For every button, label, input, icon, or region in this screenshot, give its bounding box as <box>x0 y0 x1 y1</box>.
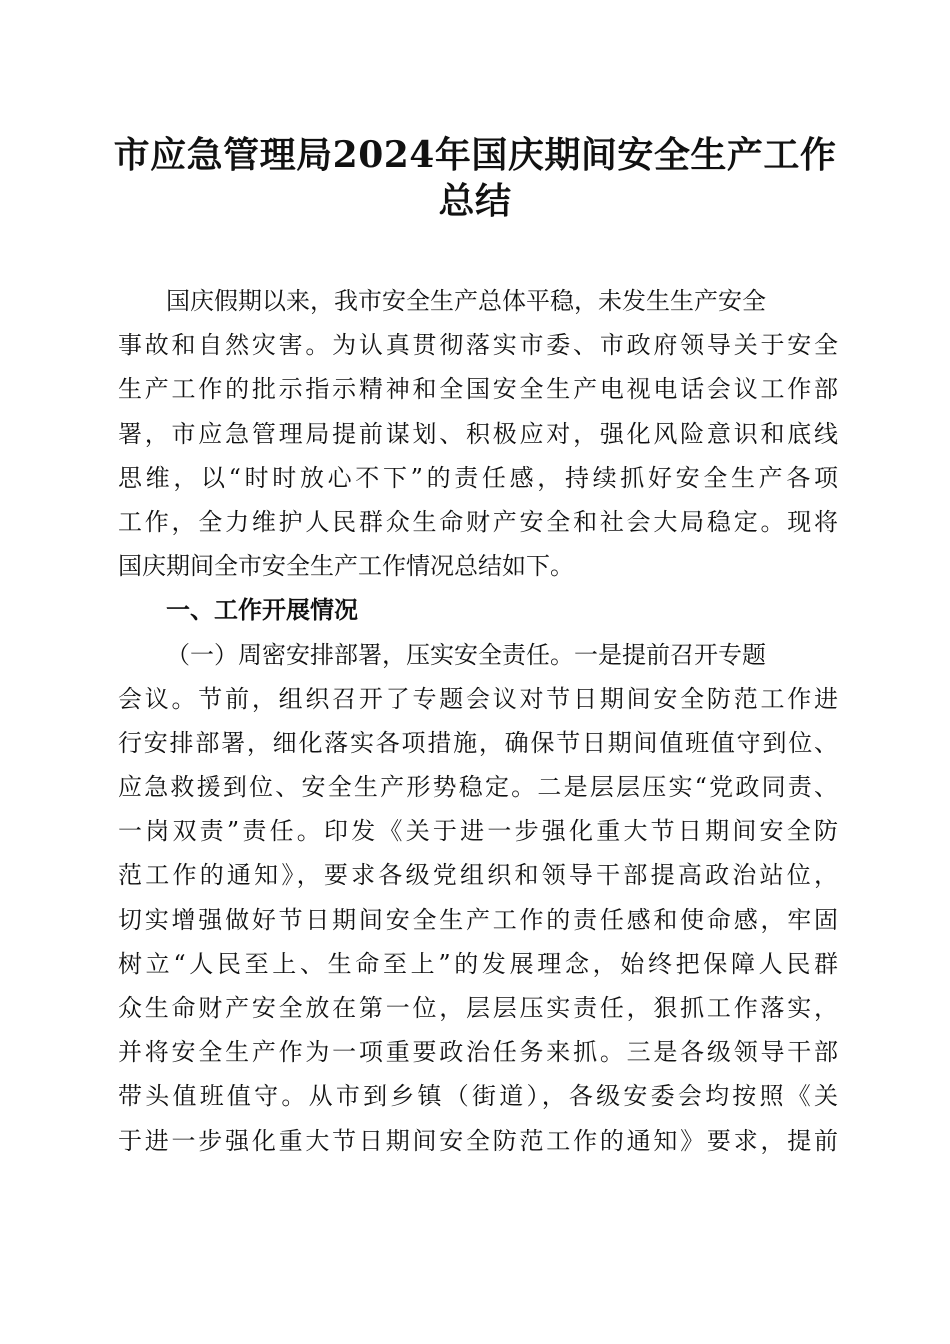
title-line-2: 总结 <box>438 180 512 222</box>
title-line-1: 市应急管理局2024年国庆期间安全生产工作 <box>113 134 837 176</box>
paragraph-line: 思维，以“时时放心不下”的责任感，持续抓好安全生产各项 <box>118 463 838 492</box>
paragraph-line: 工作，全力维护人民群众生命财产安全和社会大局稳定。现将 <box>118 507 838 536</box>
document-body <box>118 279 838 1163</box>
paragraph-line: 带头值班值守。从市到乡镇（街道），各级安委会均按照《关 <box>118 1082 838 1111</box>
paragraph-line: 行安排部署，细化落实各项措施，确保节日期间值班值守到位、 <box>118 728 838 757</box>
paragraph-line: 生产工作的批示指示精神和全国安全生产电视电话会议工作部 <box>118 375 838 404</box>
paragraph-line: 国庆假期以来，我市安全生产总体平稳，未发生生产安全 <box>166 287 766 315</box>
paragraph-line: 会议。节前，组织召开了专题会议对节日期间安全防范工作进 <box>118 684 838 713</box>
paragraph-line: （一）周密安排部署，压实安全责任。一是提前召开专题 <box>166 640 766 669</box>
paragraph-line: 并将安全生产作为一项重要政治任务来抓。三是各级领导干部 <box>118 1038 838 1067</box>
paragraph-line: 应急救援到位、安全生产形势稳定。二是层层压实“党政同责、 <box>118 773 838 802</box>
section-heading: 一、工作开展情况 <box>166 596 358 625</box>
document-title <box>100 132 850 224</box>
paragraph-line: 署，市应急管理局提前谋划、积极应对，强化风险意识和底线 <box>118 419 838 448</box>
paragraph-line: 于进一步强化重大节日期间安全防范工作的通知》要求，提前 <box>118 1126 838 1155</box>
paragraph-line: 事故和自然灾害。为认真贯彻落实市委、市政府领导关于安全 <box>118 331 838 360</box>
paragraph-line: 范工作的通知》，要求各级党组织和领导干部提高政治站位， <box>118 861 838 890</box>
paragraph-line: 众生命财产安全放在第一位，层层压实责任，狠抓工作落实， <box>118 994 838 1022</box>
paragraph-line: 树立“人民至上、生命至上”的发展理念，始终把保障人民群 <box>118 949 838 978</box>
paragraph-line: 一岗双责”责任。印发《关于进一步强化重大节日期间安全防 <box>118 817 838 846</box>
paragraph-line: 国庆期间全市安全生产工作情况总结如下。 <box>118 552 574 581</box>
paragraph-line: 切实增强做好节日期间安全生产工作的责任感和使命感，牢固 <box>118 905 838 934</box>
